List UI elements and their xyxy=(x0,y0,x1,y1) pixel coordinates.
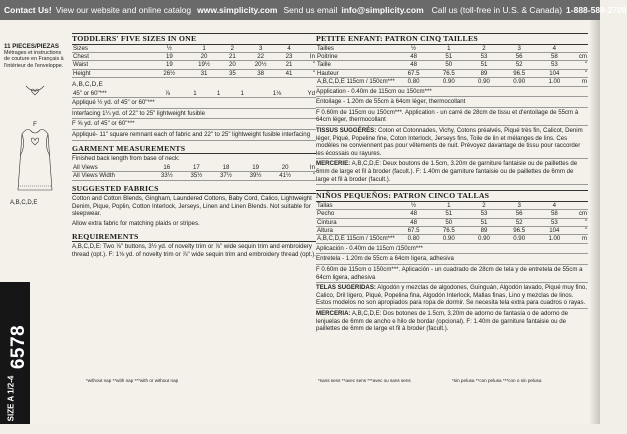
spanish-size-value: 104 xyxy=(537,226,572,234)
requirements-title: REQUIREMENTS xyxy=(72,232,316,243)
requirements-text: A,B,C,D,E: Two ⅞" buttons, 3½ yd. of novelty trim or ⅞" wide sequin trim and embroidery thread (opt.). F: 1⅛ yd. of novelty trim or ⅞" wide sequin trim and embroidery thread (opt.). xyxy=(72,243,316,258)
spanish-size-value: 58 xyxy=(537,210,572,218)
french-size-label: Taille xyxy=(316,61,396,69)
french-size-value: 76.5 xyxy=(431,69,466,77)
spanish-size-value: 4 xyxy=(537,202,572,210)
spanish-size-value: 0.90 xyxy=(502,235,537,243)
garment-value: 35½ xyxy=(182,172,212,180)
spanish-size-unit xyxy=(572,202,588,210)
pattern-size: SIZE A 1/2-4 xyxy=(6,375,16,422)
fabric-value: 1 xyxy=(207,90,231,98)
pieces-count: 11 PIECES/PIEZAS xyxy=(4,43,60,50)
phone-number: 1-888-588-2700 xyxy=(566,5,627,15)
garment-views-label: A,B,C,D,E xyxy=(10,200,38,206)
spanish-size-row xyxy=(316,202,588,210)
spanish-size-label: Tallas xyxy=(316,202,396,210)
spanish-size-value: 2 xyxy=(466,202,501,210)
french-entoilage: Entoilage - 1.20m de 55cm à 64cm léger, thermocollant xyxy=(316,97,588,108)
size-unit: " xyxy=(300,69,316,77)
garment-value: 17 xyxy=(182,164,212,172)
spanish-size-unit: " xyxy=(572,218,588,226)
french-tissus-title: TISSUS SUGGÉRÉS: xyxy=(316,127,377,134)
email-text: Send us email xyxy=(283,5,338,15)
spanish-size-value: 3 xyxy=(502,202,537,210)
garment-value: 16 xyxy=(152,164,182,172)
spanish-size-value: 53 xyxy=(537,218,572,226)
french-size-value: 1 xyxy=(431,45,466,53)
page-edge-shadow xyxy=(590,20,600,424)
french-size-value: 51 xyxy=(431,53,466,61)
french-size-value: 89 xyxy=(466,69,501,77)
french-application: Application - 0.40m de 115cm ou 150cm*** xyxy=(316,87,588,98)
size-row xyxy=(72,61,316,69)
size-value: 20 xyxy=(221,61,243,69)
spanish-size-value: 52 xyxy=(502,218,537,226)
view-f-applique: Appliqué- 11" square remnant each of fabric and 22" to 25" lightweight fusible interfacing xyxy=(72,130,316,141)
spanish-size-row xyxy=(316,235,588,243)
size-value: 20 xyxy=(187,53,222,61)
toddlers-title: TODDLERS' FIVE SIZES IN ONE xyxy=(72,33,316,45)
french-size-value: 104 xyxy=(537,69,572,77)
size-row xyxy=(72,53,316,61)
size-table xyxy=(72,45,316,79)
french-mercerie-title: MERCERIE: xyxy=(316,160,351,168)
french-size-value: 67.5 xyxy=(396,69,431,77)
spanish-entretela: Entretela - 1.20m de 55cm a 64cm ligera, adhesiva xyxy=(316,254,588,265)
spanish-size-value: 50 xyxy=(431,218,466,226)
french-size-row xyxy=(316,45,588,53)
size-value: 20½ xyxy=(243,61,278,69)
french-size-value: ½ xyxy=(396,45,431,53)
interfacing-line: Interfacing 1¼ yd. of 22" to 25" lightweight fusible xyxy=(72,109,316,120)
pattern-number-label xyxy=(0,282,30,424)
spanish-size-value: 67.5 xyxy=(396,226,431,234)
pieces-info xyxy=(4,44,66,69)
french-tissus xyxy=(316,126,588,159)
french-tissus-text: Coton et Cotonnades, Vichy, Cotons préalvés, Piqué très fin, Calicot, Denim léger, Piqué, Popeline fine, Coton Interlock, Jerseys fins, Toile de lin et mélanges de lins. Ces modèles ne conviennent pas pour vêtements de nuit. Prévoyez davantage de tissu pour raccorder les écossais ou rayures. xyxy=(316,127,583,157)
spanish-size-label: Cintura xyxy=(316,218,396,226)
french-size-label: A,B,C,D,E 115cm / 150cm*** xyxy=(317,78,395,86)
french-size-unit: " xyxy=(572,69,588,77)
size-value: 38 xyxy=(243,69,278,77)
fabric-value: ⅞ xyxy=(152,90,183,98)
french-size-value: 48 xyxy=(396,53,431,61)
french-size-row xyxy=(316,53,588,61)
website-link[interactable]: www.simplicity.com xyxy=(197,5,278,15)
garment-row xyxy=(72,172,316,180)
spanish-size-value: 53 xyxy=(466,210,501,218)
spanish-telas-title: TELAS SUGERIDAS: xyxy=(316,284,376,292)
spanish-view-f: F 0.60m de 115cm o 150cm***. Aplicación - un cuadrado de 28cm de tela y de entretela de 55cm a 64cm ligera, adhesiva xyxy=(316,265,588,283)
spanish-size-value: 0.90 xyxy=(431,235,466,243)
french-size-label: Hauteur xyxy=(316,69,396,77)
call-text: Call us (toll-free in U.S. & Canada) xyxy=(431,5,563,15)
size-value: 22 xyxy=(243,53,278,61)
spanish-size-label: A,B,C,D,E 115cm / 150cm*** xyxy=(317,235,395,243)
spanish-merceria-text: A,B,C,D,E: Dos botones de 1.5cm, 3.20m de adorno de fantasía o de adorno de lenjuelas de 6mm de ancho e hilo de bordar (opcional). F: 1.40m de garniture fantaisie ou de paillettes de 6mm de large et fil à broder (facult.). xyxy=(316,309,569,333)
french-size-value: 3 xyxy=(502,45,537,53)
size-label: Sizes xyxy=(72,45,152,53)
size-value: 2 xyxy=(221,45,243,53)
size-label: Waist xyxy=(72,61,152,69)
garment-row xyxy=(72,164,316,172)
garment-value: 19 xyxy=(241,164,271,172)
garment-measurements-title: GARMENT MEASUREMENTS xyxy=(72,144,316,155)
suggested-fabrics-text: Cotton and Cotton Blends, Gingham, Laundered Cottons, Baby Cord, Calico, Lightweight Denim, Pique, Poplin, Cotton Interlock, Jerseys, Linen and Linen Blends. Not suitable for sleepwear. xyxy=(72,195,312,218)
french-mercerie xyxy=(316,159,588,185)
garment-value: 39½ xyxy=(241,172,271,180)
garment-f-heart xyxy=(31,138,39,145)
size-label: Height xyxy=(72,69,152,77)
french-size-unit: " xyxy=(572,61,588,69)
spanish-size-value: 1 xyxy=(431,202,466,210)
spanish-size-label: Pecho xyxy=(316,210,396,218)
spanish-size-label: Altura xyxy=(316,226,396,234)
french-size-row xyxy=(316,78,588,86)
garment-value: 18 xyxy=(211,164,241,172)
french-size-value: 0.90 xyxy=(466,78,501,86)
suggested-fabrics-title: SUGGESTED FABRICS xyxy=(72,184,316,195)
size-row xyxy=(72,45,316,53)
size-value: 31 xyxy=(187,69,222,77)
spanish-aplicacion: Aplicación - 0.40m de 115cm /150cm*** xyxy=(316,244,588,255)
french-size-value: 58 xyxy=(537,53,572,61)
size-unit: In xyxy=(300,53,316,61)
garment-value: 20 xyxy=(270,164,300,172)
spanish-title: NIÑOS PEQUEÑOS: PATRON CINCO TALLAS xyxy=(316,190,588,202)
size-value: 19 xyxy=(152,53,187,61)
spanish-merceria xyxy=(316,309,588,334)
garment-table xyxy=(72,164,316,181)
spanish-size-value: 1.00 xyxy=(537,235,572,243)
french-size-unit: cm xyxy=(572,53,588,61)
spanish-size-value: 76.5 xyxy=(431,226,466,234)
spanish-merceria-title: MERCERIA: xyxy=(316,309,351,317)
garment-unit: In xyxy=(300,164,316,172)
french-size-value: 53 xyxy=(466,53,501,61)
finished-length-note: Finished back length from base of neck: xyxy=(72,155,180,163)
english-footnote: *without nap **with nap ***with or without nap xyxy=(86,378,179,383)
size-value: 21 xyxy=(278,61,300,69)
french-mercerie-text: A,B,C,D,E: Deux boutons de 1.5cm, 3.20m de garniture fantaisie ou de paillettes de 6mm de large et fil à broder (facult.). F: 1.40m de garniture fantaisie ou de paillettes de 6mm de large et fil à broder (facult.). xyxy=(316,160,578,183)
plaids-note: Allow extra fabric for matching plaids or stripes. xyxy=(72,219,200,227)
size-value: 21 xyxy=(221,53,243,61)
spanish-size-table xyxy=(316,202,588,244)
french-size-value: 4 xyxy=(537,45,572,53)
size-unit xyxy=(300,45,316,53)
contact-bar xyxy=(0,0,627,20)
spanish-telas-text: Algodón y mezclas de algodones, Guinguán, Algodón lavado, Piqué muy fino, Calico, Dril ligero, Piqué, Popelina fina, Algodón Interlock, Mallas finas, Lino y mezclas de linos. Estos modelos no son apropiados para ropa de dormir. Se necesita tela extra para cuadros o rayas. xyxy=(316,284,587,307)
french-size-row xyxy=(316,69,588,77)
size-value: 23 xyxy=(278,53,300,61)
spanish-size-value: 48 xyxy=(396,210,431,218)
garment-back-neckline xyxy=(26,86,44,91)
fabric-row xyxy=(72,90,316,98)
spanish-size-value: 56 xyxy=(502,210,537,218)
size-value: 41 xyxy=(278,69,300,77)
size-row xyxy=(72,69,316,77)
garment-letter-f: F xyxy=(33,122,37,128)
french-title: PETITE ENFANT: PATRON CINQ TAILLES xyxy=(316,33,588,45)
french-size-value: 2 xyxy=(466,45,501,53)
size-value: 3 xyxy=(243,45,278,53)
french-note: Métrages et instructions de couture en Français à l'intérieur de l'enveloppe. xyxy=(4,50,64,69)
fabric-label: 45" or 60"*** xyxy=(72,90,152,98)
french-size-table xyxy=(316,45,588,87)
spanish-size-row xyxy=(316,226,588,234)
spanish-size-value: ½ xyxy=(396,202,431,210)
visit-text: View our website and online catalog xyxy=(55,5,192,15)
size-value: ½ xyxy=(152,45,187,53)
email-link[interactable]: info@simplicity.com xyxy=(341,5,424,15)
view-f-line: F ⅝ yd. of 45" or 60"*** xyxy=(72,119,316,130)
french-size-unit: m xyxy=(572,78,588,86)
french-size-value: 96.5 xyxy=(502,69,537,77)
spanish-size-value: 48 xyxy=(396,218,431,226)
views-heading: A,B,C,D,E xyxy=(72,81,103,89)
garment-unit: " xyxy=(300,172,316,180)
spanish-size-value: 0.80 xyxy=(396,235,431,243)
english-column xyxy=(72,30,316,259)
contact-title: Contact Us! xyxy=(4,5,52,15)
garment-heart-applique xyxy=(31,89,39,95)
french-size-unit xyxy=(572,45,588,53)
fabric-unit: Yd xyxy=(300,90,316,98)
garment-sketch xyxy=(6,86,64,196)
french-size-value: 48 xyxy=(396,61,431,69)
garment-label: All Views xyxy=(72,164,152,172)
french-size-value: 56 xyxy=(502,53,537,61)
french-footnote: *sans sens **avec sens ***avec ou sans sens xyxy=(318,378,411,383)
french-size-value: 52 xyxy=(502,61,537,69)
french-size-row xyxy=(316,61,588,69)
garment-value: 41½ xyxy=(270,172,300,180)
french-size-value: 51 xyxy=(466,61,501,69)
french-size-value: 0.90 xyxy=(502,78,537,86)
size-value: 1 xyxy=(187,45,222,53)
french-size-value: 0.80 xyxy=(396,78,431,86)
size-unit: " xyxy=(300,61,316,69)
spanish-size-unit: m xyxy=(572,235,588,243)
garment-value: 37½ xyxy=(211,172,241,180)
spanish-size-value: 96.5 xyxy=(502,226,537,234)
size-value: 26½ xyxy=(152,69,187,77)
french-view-f: F 0.60m de 115cm ou 150cm***. Application - un carré de 28cm de tissu et d'entoilage de 55cm à 64cm léger, thermocollant xyxy=(316,108,588,126)
size-value: 4 xyxy=(278,45,300,53)
spanish-size-value: 51 xyxy=(466,218,501,226)
spanish-size-value: 89 xyxy=(466,226,501,234)
pattern-number: 6578 xyxy=(8,324,29,370)
fabric-value: 1 xyxy=(183,90,207,98)
french-size-value: 53 xyxy=(537,61,572,69)
size-value: 19½ xyxy=(187,61,222,69)
spanish-telas xyxy=(316,283,588,309)
fabric-table xyxy=(72,90,316,98)
spanish-size-row xyxy=(316,218,588,226)
french-size-label: Poitrine xyxy=(316,53,396,61)
spanish-footnote: *sin pelusa **con pelusa ***con o sin pelusa xyxy=(452,378,542,383)
garment-label: All Views Width xyxy=(72,172,152,180)
spanish-size-row xyxy=(316,210,588,218)
size-label: Chest xyxy=(72,53,152,61)
french-size-value: 50 xyxy=(431,61,466,69)
spanish-size-unit: cm xyxy=(572,210,588,218)
french-size-label: Tailles xyxy=(316,45,396,53)
spanish-size-unit: " xyxy=(572,226,588,234)
fabric-value: 1⅛ xyxy=(254,90,300,98)
french-size-value: 1.00 xyxy=(537,78,572,86)
french-size-value: 0.90 xyxy=(431,78,466,86)
size-value: 19 xyxy=(152,61,187,69)
spanish-size-value: 51 xyxy=(431,210,466,218)
size-value: 35 xyxy=(221,69,243,77)
spanish-size-value: 0.90 xyxy=(466,235,501,243)
garment-value: 33½ xyxy=(152,172,182,180)
french-spanish-column xyxy=(316,30,588,334)
fabric-value: 1 xyxy=(230,90,254,98)
applique-line: Appliqué ½ yd. of 45" or 60"*** xyxy=(72,98,316,109)
